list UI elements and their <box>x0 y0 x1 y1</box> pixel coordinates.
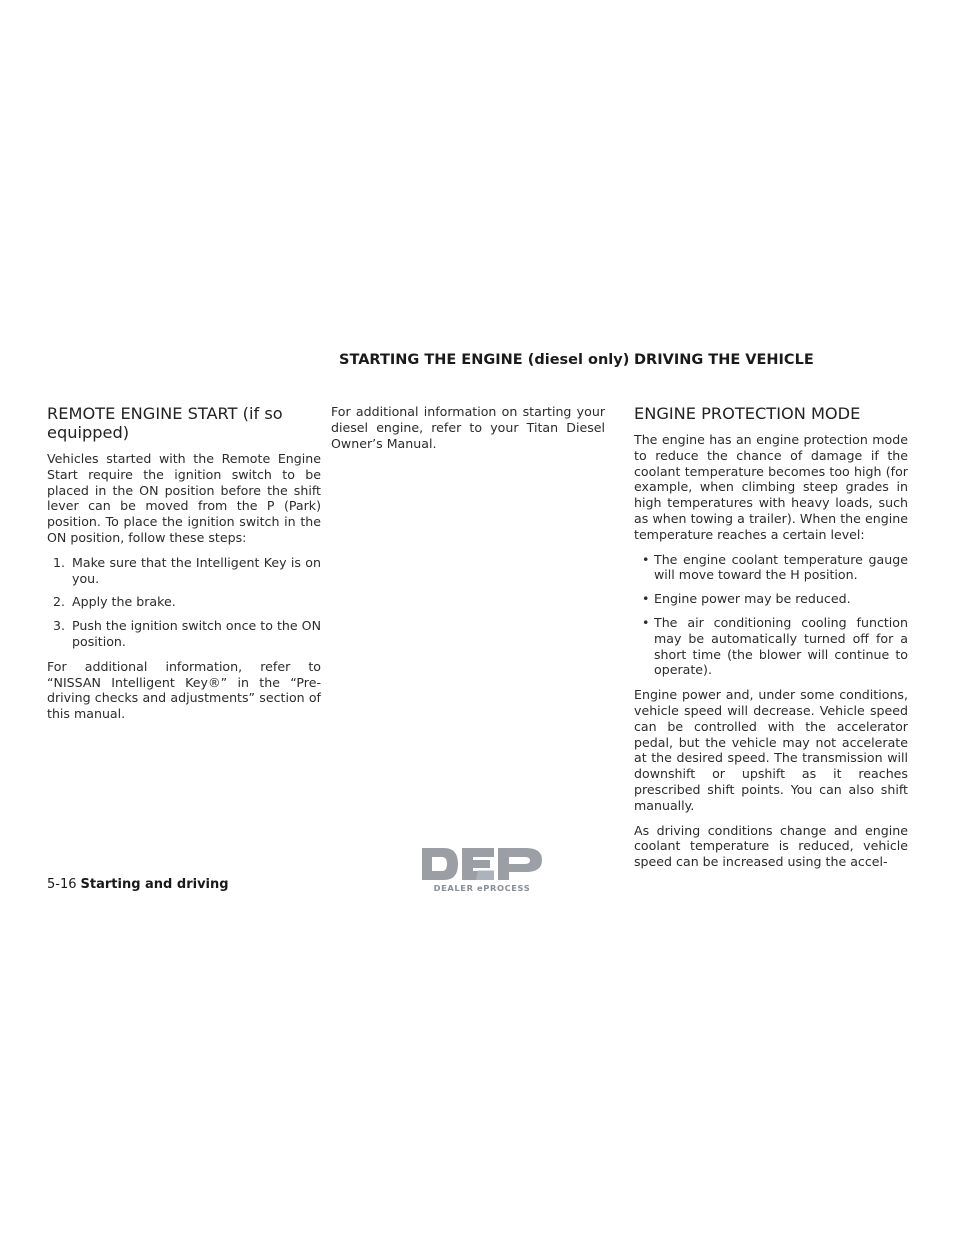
paragraph-remote-start-intro: Vehicles started with the Remote Engine Start require the ignition switch to be placed in the ON position before the shift lever can be moved from the P (Park) position. To place the ignition switch in the ON position, follow these steps: <box>47 451 321 545</box>
paragraph-engine-protection-intro: The engine has an engine protection mode to reduce the chance of damage if the coolant temperature becomes too high (for example, when climbing steep grades in high temperatures with heavy loads, such as when towing a trailer). When the engine temperature reaches a certain level: <box>634 432 908 542</box>
footer-section-name: Starting and driving <box>80 877 229 892</box>
paragraph-engine-power: Engine power and, under some conditions, vehicle speed will decrease. Vehicle speed can be controlled with the accelerator pedal, but the vehicle may not accelerate at the desired speed. The transmission will downshift or upshift as it reaches prescribed shift points. You can also shift manually. <box>634 687 908 813</box>
paragraph-diesel-reference: For additional information on starting your diesel engine, refer to your Titan Diesel Owner’s Manual. <box>331 404 605 451</box>
page-number: 5-16 <box>47 877 77 892</box>
column-remote-engine-start <box>47 404 321 731</box>
heading-engine-protection-mode: ENGINE PROTECTION MODE <box>634 404 861 423</box>
logo-text: DEALER ePROCESS <box>433 883 531 893</box>
step-item: 1. Make sure that the Intelligent Key is on you. <box>53 554 321 586</box>
page-footer <box>47 877 229 892</box>
heading-remote-engine-start: REMOTE ENGINE START (if so equipped) <box>47 404 283 442</box>
bullet-item: • The air conditioning cooling function may be automatically turned off for a short time (the blower will continue to operate). <box>642 614 908 678</box>
steps-list <box>47 555 321 650</box>
dealer-eprocess-logo <box>418 844 546 896</box>
paragraph-remote-start-reference: For additional information, refer to “NISSAN Intelligent Key®” in the “Pre-driving checks and adjustments” section of this manual. <box>47 658 321 722</box>
column-engine-protection <box>634 404 908 879</box>
bullet-item: • The engine coolant temperature gauge will move toward the H position. <box>642 551 908 583</box>
paragraph-driving-conditions: As driving conditions change and engine coolant temperature is reduced, vehicle speed can be increased using the accel- <box>634 822 908 870</box>
bullet-item: • Engine power may be reduced. <box>642 591 851 607</box>
column-diesel-start <box>331 404 605 460</box>
section-header-starting-engine: STARTING THE ENGINE (diesel only) <box>339 352 630 368</box>
bullet-list <box>634 552 908 679</box>
section-header-driving-vehicle: DRIVING THE VEHICLE <box>634 352 814 368</box>
step-item: 2. Apply the brake. <box>53 594 176 610</box>
step-item: 3. Push the ignition switch once to the ON position. <box>53 618 321 649</box>
